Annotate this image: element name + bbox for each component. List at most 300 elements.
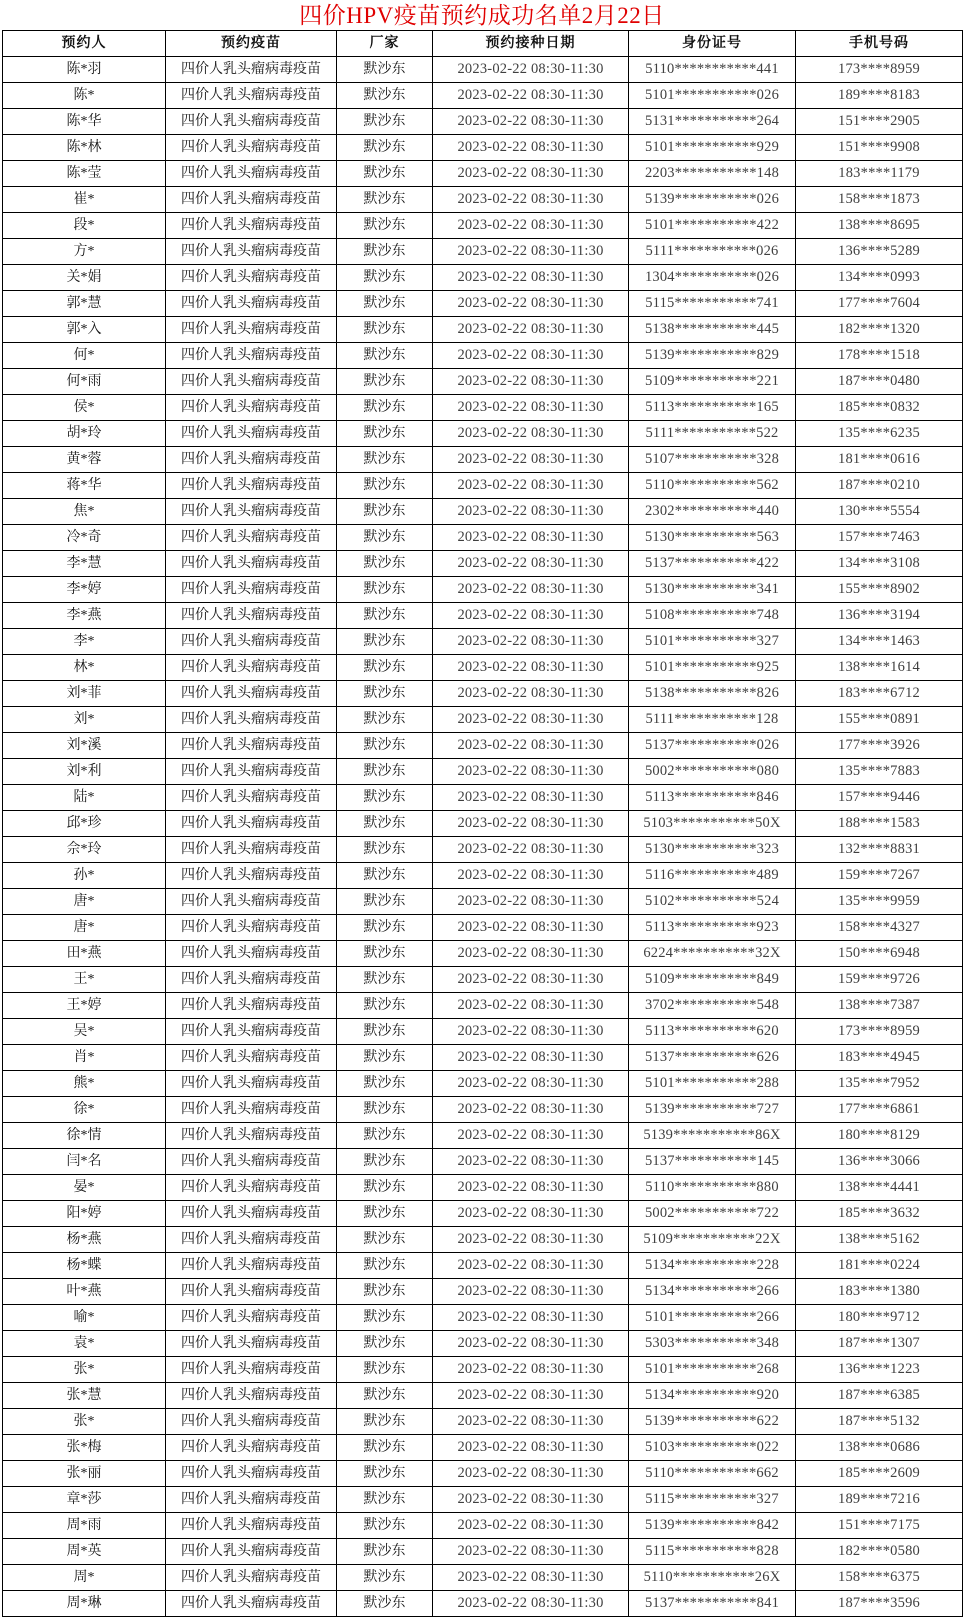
- cell-vaccine: 四价人乳头瘤病毒疫苗: [166, 499, 337, 525]
- cell-phone: 134****0993: [796, 265, 963, 291]
- cell-date: 2023-02-22 08:30-11:30: [433, 83, 629, 109]
- cell-id-number: 5110***********26X: [629, 1565, 796, 1591]
- cell-id-number: 5130***********341: [629, 577, 796, 603]
- cell-name: 陈*: [3, 83, 166, 109]
- cell-manufacturer: 默沙东: [337, 785, 433, 811]
- page-title: 四价HPV疫苗预约成功名单2月22日: [299, 3, 665, 28]
- cell-date: 2023-02-22 08:30-11:30: [433, 863, 629, 889]
- cell-phone: 138****0686: [796, 1435, 963, 1461]
- cell-manufacturer: 默沙东: [337, 317, 433, 343]
- table-row: [3, 1071, 963, 1097]
- cell-manufacturer: 默沙东: [337, 109, 433, 135]
- table-row: [3, 1409, 963, 1435]
- cell-vaccine: 四价人乳头瘤病毒疫苗: [166, 1357, 337, 1383]
- cell-id-number: 5130***********323: [629, 837, 796, 863]
- cell-name: 胡*玲: [3, 421, 166, 447]
- table-row: [3, 1539, 963, 1565]
- cell-date: 2023-02-22 08:30-11:30: [433, 1019, 629, 1045]
- cell-date: 2023-02-22 08:30-11:30: [433, 343, 629, 369]
- cell-date: 2023-02-22 08:30-11:30: [433, 239, 629, 265]
- cell-name: 田*燕: [3, 941, 166, 967]
- table-row: [3, 421, 963, 447]
- vaccine-roster-page: [2, 0, 962, 1617]
- cell-manufacturer: 默沙东: [337, 187, 433, 213]
- cell-manufacturer: 默沙东: [337, 915, 433, 941]
- cell-manufacturer: 默沙东: [337, 1539, 433, 1565]
- table-row: [3, 577, 963, 603]
- cell-name: 佘*玲: [3, 837, 166, 863]
- cell-id-number: 5002***********080: [629, 759, 796, 785]
- table-row: [3, 1331, 963, 1357]
- cell-name: 阳*婷: [3, 1201, 166, 1227]
- cell-phone: 187****0480: [796, 369, 963, 395]
- table-row: [3, 1097, 963, 1123]
- cell-manufacturer: 默沙东: [337, 1409, 433, 1435]
- cell-manufacturer: 默沙东: [337, 681, 433, 707]
- cell-phone: 187****6385: [796, 1383, 963, 1409]
- cell-manufacturer: 默沙东: [337, 473, 433, 499]
- cell-date: 2023-02-22 08:30-11:30: [433, 1045, 629, 1071]
- table-row: [3, 473, 963, 499]
- cell-phone: 138****1614: [796, 655, 963, 681]
- cell-id-number: 5131***********264: [629, 109, 796, 135]
- cell-manufacturer: 默沙东: [337, 1097, 433, 1123]
- cell-phone: 187****0210: [796, 473, 963, 499]
- cell-name: 崔*: [3, 187, 166, 213]
- cell-date: 2023-02-22 08:30-11:30: [433, 577, 629, 603]
- cell-manufacturer: 默沙东: [337, 1513, 433, 1539]
- cell-phone: 177****7604: [796, 291, 963, 317]
- cell-vaccine: 四价人乳头瘤病毒疫苗: [166, 733, 337, 759]
- cell-phone: 189****8183: [796, 83, 963, 109]
- col-header-phone: 手机号码: [796, 31, 963, 57]
- table-row: [3, 1253, 963, 1279]
- cell-id-number: 5137***********145: [629, 1149, 796, 1175]
- cell-vaccine: 四价人乳头瘤病毒疫苗: [166, 1461, 337, 1487]
- cell-manufacturer: 默沙东: [337, 733, 433, 759]
- table-row: [3, 343, 963, 369]
- cell-phone: 157****7463: [796, 525, 963, 551]
- cell-id-number: 5101***********929: [629, 135, 796, 161]
- cell-phone: 150****6948: [796, 941, 963, 967]
- cell-manufacturer: 默沙东: [337, 1331, 433, 1357]
- cell-vaccine: 四价人乳头瘤病毒疫苗: [166, 863, 337, 889]
- table-row: [3, 1201, 963, 1227]
- table-row: [3, 57, 963, 83]
- cell-date: 2023-02-22 08:30-11:30: [433, 1097, 629, 1123]
- table-row: [3, 161, 963, 187]
- table-row: [3, 967, 963, 993]
- cell-phone: 136****3194: [796, 603, 963, 629]
- cell-date: 2023-02-22 08:30-11:30: [433, 421, 629, 447]
- cell-name: 周*雨: [3, 1513, 166, 1539]
- cell-manufacturer: 默沙东: [337, 759, 433, 785]
- cell-date: 2023-02-22 08:30-11:30: [433, 967, 629, 993]
- cell-phone: 135****9959: [796, 889, 963, 915]
- col-header-date: 预约接种日期: [433, 31, 629, 57]
- cell-name: 郭*入: [3, 317, 166, 343]
- cell-id-number: 5111***********128: [629, 707, 796, 733]
- cell-manufacturer: 默沙东: [337, 1045, 433, 1071]
- cell-vaccine: 四价人乳头瘤病毒疫苗: [166, 447, 337, 473]
- cell-date: 2023-02-22 08:30-11:30: [433, 1591, 629, 1617]
- cell-manufacturer: 默沙东: [337, 889, 433, 915]
- table-row: [3, 1461, 963, 1487]
- cell-date: 2023-02-22 08:30-11:30: [433, 1175, 629, 1201]
- cell-phone: 135****6235: [796, 421, 963, 447]
- cell-id-number: 6224***********32X: [629, 941, 796, 967]
- cell-manufacturer: 默沙东: [337, 1279, 433, 1305]
- cell-manufacturer: 默沙东: [337, 811, 433, 837]
- cell-phone: 159****9726: [796, 967, 963, 993]
- cell-name: 黄*蓉: [3, 447, 166, 473]
- table-row: [3, 135, 963, 161]
- table-row: [3, 551, 963, 577]
- cell-phone: 181****0616: [796, 447, 963, 473]
- cell-manufacturer: 默沙东: [337, 603, 433, 629]
- cell-name: 李*慧: [3, 551, 166, 577]
- cell-name: 周*英: [3, 1539, 166, 1565]
- table-row: [3, 733, 963, 759]
- cell-name: 唐*: [3, 915, 166, 941]
- cell-date: 2023-02-22 08:30-11:30: [433, 1305, 629, 1331]
- cell-vaccine: 四价人乳头瘤病毒疫苗: [166, 187, 337, 213]
- cell-id-number: 5113***********165: [629, 395, 796, 421]
- cell-name: 李*: [3, 629, 166, 655]
- cell-phone: 177****6861: [796, 1097, 963, 1123]
- cell-date: 2023-02-22 08:30-11:30: [433, 915, 629, 941]
- cell-manufacturer: 默沙东: [337, 993, 433, 1019]
- cell-date: 2023-02-22 08:30-11:30: [433, 1201, 629, 1227]
- cell-name: 孙*: [3, 863, 166, 889]
- cell-date: 2023-02-22 08:30-11:30: [433, 811, 629, 837]
- cell-name: 闫*名: [3, 1149, 166, 1175]
- cell-phone: 181****0224: [796, 1253, 963, 1279]
- cell-name: 喻*: [3, 1305, 166, 1331]
- cell-id-number: 5138***********826: [629, 681, 796, 707]
- table-row: [3, 1279, 963, 1305]
- cell-vaccine: 四价人乳头瘤病毒疫苗: [166, 1565, 337, 1591]
- cell-manufacturer: 默沙东: [337, 525, 433, 551]
- table-row: [3, 265, 963, 291]
- cell-name: 郭*慧: [3, 291, 166, 317]
- cell-date: 2023-02-22 08:30-11:30: [433, 1149, 629, 1175]
- cell-date: 2023-02-22 08:30-11:30: [433, 655, 629, 681]
- cell-date: 2023-02-22 08:30-11:30: [433, 1461, 629, 1487]
- cell-manufacturer: 默沙东: [337, 421, 433, 447]
- cell-id-number: 5109***********221: [629, 369, 796, 395]
- cell-manufacturer: 默沙东: [337, 941, 433, 967]
- cell-phone: 187****1307: [796, 1331, 963, 1357]
- cell-manufacturer: 默沙东: [337, 1591, 433, 1617]
- cell-vaccine: 四价人乳头瘤病毒疫苗: [166, 967, 337, 993]
- col-header-reservee: 预约人: [3, 31, 166, 57]
- cell-phone: 182****1320: [796, 317, 963, 343]
- cell-date: 2023-02-22 08:30-11:30: [433, 161, 629, 187]
- cell-manufacturer: 默沙东: [337, 213, 433, 239]
- cell-manufacturer: 默沙东: [337, 1383, 433, 1409]
- table-row: [3, 655, 963, 681]
- cell-id-number: 5113***********620: [629, 1019, 796, 1045]
- cell-name: 刘*: [3, 707, 166, 733]
- cell-id-number: 5110***********662: [629, 1461, 796, 1487]
- cell-date: 2023-02-22 08:30-11:30: [433, 551, 629, 577]
- cell-date: 2023-02-22 08:30-11:30: [433, 1409, 629, 1435]
- cell-manufacturer: 默沙东: [337, 837, 433, 863]
- table-row: [3, 1175, 963, 1201]
- cell-name: 王*婷: [3, 993, 166, 1019]
- cell-date: 2023-02-22 08:30-11:30: [433, 1071, 629, 1097]
- cell-name: 唐*: [3, 889, 166, 915]
- cell-phone: 173****8959: [796, 1019, 963, 1045]
- table-row: [3, 1513, 963, 1539]
- cell-id-number: 5116***********489: [629, 863, 796, 889]
- cell-id-number: 5101***********266: [629, 1305, 796, 1331]
- cell-name: 张*: [3, 1409, 166, 1435]
- cell-id-number: 5139***********842: [629, 1513, 796, 1539]
- table-row: [3, 993, 963, 1019]
- cell-phone: 136****3066: [796, 1149, 963, 1175]
- cell-id-number: 5138***********445: [629, 317, 796, 343]
- cell-name: 何*雨: [3, 369, 166, 395]
- cell-vaccine: 四价人乳头瘤病毒疫苗: [166, 1123, 337, 1149]
- cell-date: 2023-02-22 08:30-11:30: [433, 109, 629, 135]
- cell-phone: 159****7267: [796, 863, 963, 889]
- cell-id-number: 5130***********563: [629, 525, 796, 551]
- cell-name: 肖*: [3, 1045, 166, 1071]
- cell-vaccine: 四价人乳头瘤病毒疫苗: [166, 1487, 337, 1513]
- cell-id-number: 5113***********846: [629, 785, 796, 811]
- cell-manufacturer: 默沙东: [337, 1227, 433, 1253]
- cell-name: 陈*林: [3, 135, 166, 161]
- cell-name: 章*莎: [3, 1487, 166, 1513]
- table-row: [3, 1045, 963, 1071]
- cell-vaccine: 四价人乳头瘤病毒疫苗: [166, 369, 337, 395]
- cell-manufacturer: 默沙东: [337, 655, 433, 681]
- cell-manufacturer: 默沙东: [337, 239, 433, 265]
- cell-date: 2023-02-22 08:30-11:30: [433, 707, 629, 733]
- table-row: [3, 395, 963, 421]
- cell-vaccine: 四价人乳头瘤病毒疫苗: [166, 915, 337, 941]
- table-row: [3, 863, 963, 889]
- cell-vaccine: 四价人乳头瘤病毒疫苗: [166, 551, 337, 577]
- col-header-vaccine: 预约疫苗: [166, 31, 337, 57]
- cell-name: 王*: [3, 967, 166, 993]
- cell-date: 2023-02-22 08:30-11:30: [433, 759, 629, 785]
- cell-phone: 177****3926: [796, 733, 963, 759]
- cell-vaccine: 四价人乳头瘤病毒疫苗: [166, 629, 337, 655]
- appointment-table: [2, 30, 963, 1617]
- cell-vaccine: 四价人乳头瘤病毒疫苗: [166, 525, 337, 551]
- table-row: [3, 1487, 963, 1513]
- cell-id-number: 5137***********422: [629, 551, 796, 577]
- table-row: [3, 1383, 963, 1409]
- cell-date: 2023-02-22 08:30-11:30: [433, 135, 629, 161]
- cell-id-number: 5137***********841: [629, 1591, 796, 1617]
- cell-name: 李*燕: [3, 603, 166, 629]
- cell-vaccine: 四价人乳头瘤病毒疫苗: [166, 1175, 337, 1201]
- cell-phone: 132****8831: [796, 837, 963, 863]
- cell-vaccine: 四价人乳头瘤病毒疫苗: [166, 395, 337, 421]
- cell-phone: 138****8695: [796, 213, 963, 239]
- table-row: [3, 499, 963, 525]
- cell-phone: 155****0891: [796, 707, 963, 733]
- cell-vaccine: 四价人乳头瘤病毒疫苗: [166, 1279, 337, 1305]
- table-row: [3, 941, 963, 967]
- cell-vaccine: 四价人乳头瘤病毒疫苗: [166, 889, 337, 915]
- cell-id-number: 5101***********026: [629, 83, 796, 109]
- cell-date: 2023-02-22 08:30-11:30: [433, 57, 629, 83]
- cell-name: 林*: [3, 655, 166, 681]
- cell-id-number: 5115***********828: [629, 1539, 796, 1565]
- cell-name: 熊*: [3, 1071, 166, 1097]
- cell-manufacturer: 默沙东: [337, 291, 433, 317]
- table-row: [3, 525, 963, 551]
- table-row: [3, 187, 963, 213]
- cell-date: 2023-02-22 08:30-11:30: [433, 395, 629, 421]
- cell-name: 袁*: [3, 1331, 166, 1357]
- cell-date: 2023-02-22 08:30-11:30: [433, 993, 629, 1019]
- cell-manufacturer: 默沙东: [337, 343, 433, 369]
- col-header-manufacturer: 厂家: [337, 31, 433, 57]
- cell-phone: 151****7175: [796, 1513, 963, 1539]
- cell-phone: 180****8129: [796, 1123, 963, 1149]
- cell-id-number: 5102***********524: [629, 889, 796, 915]
- cell-phone: 185****3632: [796, 1201, 963, 1227]
- cell-id-number: 5134***********920: [629, 1383, 796, 1409]
- cell-id-number: 5111***********522: [629, 421, 796, 447]
- cell-phone: 173****8959: [796, 57, 963, 83]
- cell-date: 2023-02-22 08:30-11:30: [433, 473, 629, 499]
- cell-vaccine: 四价人乳头瘤病毒疫苗: [166, 681, 337, 707]
- cell-id-number: 5139***********026: [629, 187, 796, 213]
- cell-vaccine: 四价人乳头瘤病毒疫苗: [166, 265, 337, 291]
- cell-manufacturer: 默沙东: [337, 551, 433, 577]
- cell-name: 叶*燕: [3, 1279, 166, 1305]
- table-row: [3, 1019, 963, 1045]
- cell-vaccine: 四价人乳头瘤病毒疫苗: [166, 603, 337, 629]
- cell-id-number: 5137***********626: [629, 1045, 796, 1071]
- cell-manufacturer: 默沙东: [337, 1487, 433, 1513]
- cell-id-number: 5107***********328: [629, 447, 796, 473]
- cell-phone: 151****2905: [796, 109, 963, 135]
- cell-date: 2023-02-22 08:30-11:30: [433, 837, 629, 863]
- cell-manufacturer: 默沙东: [337, 967, 433, 993]
- table-row: [3, 369, 963, 395]
- cell-phone: 138****4441: [796, 1175, 963, 1201]
- cell-name: 晏*: [3, 1175, 166, 1201]
- table-row: [3, 1305, 963, 1331]
- cell-id-number: 2302***********440: [629, 499, 796, 525]
- cell-date: 2023-02-22 08:30-11:30: [433, 213, 629, 239]
- cell-manufacturer: 默沙东: [337, 57, 433, 83]
- cell-id-number: 5110***********880: [629, 1175, 796, 1201]
- cell-vaccine: 四价人乳头瘤病毒疫苗: [166, 1019, 337, 1045]
- cell-manufacturer: 默沙东: [337, 1149, 433, 1175]
- cell-name: 周*琳: [3, 1591, 166, 1617]
- cell-vaccine: 四价人乳头瘤病毒疫苗: [166, 83, 337, 109]
- cell-date: 2023-02-22 08:30-11:30: [433, 785, 629, 811]
- cell-phone: 134****3108: [796, 551, 963, 577]
- cell-vaccine: 四价人乳头瘤病毒疫苗: [166, 239, 337, 265]
- cell-date: 2023-02-22 08:30-11:30: [433, 1331, 629, 1357]
- cell-phone: 185****0832: [796, 395, 963, 421]
- cell-name: 刘*菲: [3, 681, 166, 707]
- cell-date: 2023-02-22 08:30-11:30: [433, 1253, 629, 1279]
- cell-manufacturer: 默沙东: [337, 1565, 433, 1591]
- table-body: [3, 57, 963, 1617]
- table-row: [3, 889, 963, 915]
- cell-date: 2023-02-22 08:30-11:30: [433, 291, 629, 317]
- cell-id-number: 5101***********268: [629, 1357, 796, 1383]
- cell-phone: 130****5554: [796, 499, 963, 525]
- cell-id-number: 5101***********422: [629, 213, 796, 239]
- cell-vaccine: 四价人乳头瘤病毒疫苗: [166, 941, 337, 967]
- cell-name: 杨*蝶: [3, 1253, 166, 1279]
- cell-id-number: 5101***********288: [629, 1071, 796, 1097]
- cell-manufacturer: 默沙东: [337, 135, 433, 161]
- cell-name: 刘*利: [3, 759, 166, 785]
- cell-phone: 158****6375: [796, 1565, 963, 1591]
- cell-manufacturer: 默沙东: [337, 161, 433, 187]
- cell-vaccine: 四价人乳头瘤病毒疫苗: [166, 655, 337, 681]
- cell-date: 2023-02-22 08:30-11:30: [433, 1435, 629, 1461]
- table-row: [3, 1357, 963, 1383]
- cell-manufacturer: 默沙东: [337, 447, 433, 473]
- cell-id-number: 3702***********548: [629, 993, 796, 1019]
- cell-vaccine: 四价人乳头瘤病毒疫苗: [166, 1201, 337, 1227]
- table-row: [3, 1227, 963, 1253]
- cell-phone: 158****1873: [796, 187, 963, 213]
- cell-date: 2023-02-22 08:30-11:30: [433, 941, 629, 967]
- cell-id-number: 5109***********849: [629, 967, 796, 993]
- cell-id-number: 5103***********50X: [629, 811, 796, 837]
- cell-date: 2023-02-22 08:30-11:30: [433, 1227, 629, 1253]
- cell-date: 2023-02-22 08:30-11:30: [433, 629, 629, 655]
- cell-id-number: 5134***********228: [629, 1253, 796, 1279]
- cell-phone: 187****3596: [796, 1591, 963, 1617]
- table-row: [3, 317, 963, 343]
- cell-date: 2023-02-22 08:30-11:30: [433, 369, 629, 395]
- cell-id-number: 5139***********622: [629, 1409, 796, 1435]
- table-row: [3, 447, 963, 473]
- table-row: [3, 1591, 963, 1617]
- cell-vaccine: 四价人乳头瘤病毒疫苗: [166, 1227, 337, 1253]
- cell-name: 侯*: [3, 395, 166, 421]
- cell-id-number: 5303***********348: [629, 1331, 796, 1357]
- cell-id-number: 5139***********829: [629, 343, 796, 369]
- cell-vaccine: 四价人乳头瘤病毒疫苗: [166, 317, 337, 343]
- cell-phone: 138****5162: [796, 1227, 963, 1253]
- table-row: [3, 759, 963, 785]
- cell-manufacturer: 默沙东: [337, 83, 433, 109]
- cell-id-number: 2203***********148: [629, 161, 796, 187]
- cell-name: 焦*: [3, 499, 166, 525]
- cell-date: 2023-02-22 08:30-11:30: [433, 525, 629, 551]
- cell-date: 2023-02-22 08:30-11:30: [433, 1383, 629, 1409]
- cell-vaccine: 四价人乳头瘤病毒疫苗: [166, 1253, 337, 1279]
- cell-vaccine: 四价人乳头瘤病毒疫苗: [166, 1591, 337, 1617]
- cell-manufacturer: 默沙东: [337, 863, 433, 889]
- cell-vaccine: 四价人乳头瘤病毒疫苗: [166, 837, 337, 863]
- cell-vaccine: 四价人乳头瘤病毒疫苗: [166, 1331, 337, 1357]
- cell-name: 方*: [3, 239, 166, 265]
- cell-id-number: 5109***********22X: [629, 1227, 796, 1253]
- cell-name: 冷*奇: [3, 525, 166, 551]
- cell-manufacturer: 默沙东: [337, 1175, 433, 1201]
- cell-manufacturer: 默沙东: [337, 265, 433, 291]
- cell-phone: 157****9446: [796, 785, 963, 811]
